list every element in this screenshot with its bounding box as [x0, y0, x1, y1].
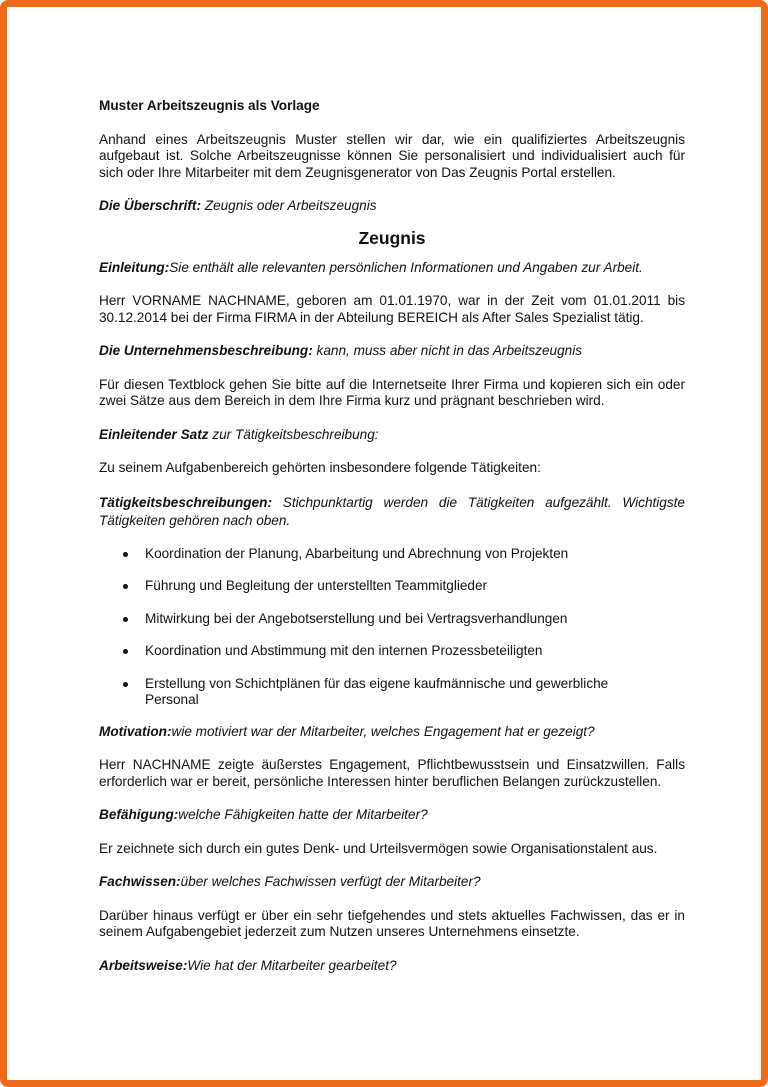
fachwissen-body: Darüber hinaus verfügt er über ein sehr tiefgehendes und stets aktuelles Fachwissen, das er in seinem Aufgabengebiet jederzeit zum Nutzen unseres Unternehmens einsetzte. [99, 907, 685, 939]
unternehmen-label: Die Unternehmensbeschreibung: [99, 343, 313, 358]
list-item-text: Mitwirkung bei der Angebotserstellung und bei Vertragsverhandlungen [145, 610, 568, 626]
einleitender-satz-text: zur Tätigkeitsbeschreibung: [208, 426, 379, 442]
ueberschrift-line [99, 198, 685, 215]
list-item-text: Erstellung von Schichtplänen für das eigene kaufmännische und gewerbliche Personal [145, 675, 609, 707]
taetigkeiten-label: Tätigkeitsbeschreibungen: [99, 494, 272, 510]
list-item-text: Koordination der Planung, Abarbeitung und Abrechnung von Projekten [145, 545, 569, 561]
intro-paragraph: Anhand eines Arbeitszeugnis Muster stellen wir dar, wie ein qualifiziertes Arbeitszeugnis aufgebaut ist. Solche Arbeitszeugnisse können Sie personalisiert und individualisiert auch für sich oder Ihre Mitarbeiter mit dem Zeugnisgenerator von Das Zeugnis Portal erstellen. [99, 131, 685, 180]
unternehmen-body: Für diesen Textblock gehen Sie bitte auf die Internetseite Ihrer Firma und kopieren sich ein oder zwei Sätze aus dem Bereich in dem Ihre Firma kurz und prägnant beschrieben wird. [99, 376, 685, 408]
unternehmen-line [99, 343, 685, 360]
list-item [99, 676, 685, 709]
bullet-icon [123, 617, 128, 622]
motivation-label: Motivation: [99, 723, 172, 739]
zeugnis-heading: Zeugnis [358, 227, 426, 248]
befaehigung-line [99, 807, 685, 824]
arbeitsweise-label: Arbeitsweise: [99, 957, 188, 973]
fachwissen-label: Fachwissen: [99, 874, 181, 889]
einleitender-satz-label: Einleitender Satz [99, 426, 209, 442]
ueberschrift-text: Zeugnis oder Arbeitszeugnis [200, 198, 377, 213]
bullet-icon [123, 552, 128, 557]
befaehigung-label: Befähigung: [99, 807, 179, 822]
list-item [99, 546, 685, 563]
ueberschrift-label: Die Überschrift: [99, 198, 201, 213]
einleitung-text: Sie enthält alle relevanten persönlichen Informationen und Angaben zur Arbeit. [169, 259, 643, 275]
list-item [99, 578, 685, 595]
bullet-icon [123, 682, 128, 687]
einleitung-body: Herr VORNAME NACHNAME, geboren am 01.01.1970, war in der Zeit vom 01.01.2011 bis 30.12.2014 bei der Firma FIRMA in der Abteilung BEREICH als After Sales Spezialist tätig. [99, 293, 685, 325]
taetigkeiten-text: Stichpunktartig werden die Tätigkeiten aufgezählt. Wichtigste Tätigkeiten gehören nach oben. [99, 494, 685, 528]
motivation-text: wie motiviert war der Mitarbeiter, welches Engagement hat er gezeigt? [171, 723, 595, 739]
unternehmen-text: kann, muss aber nicht in das Arbeitszeugnis [312, 343, 583, 358]
befaehigung-text: welche Fähigkeiten hatte der Mitarbeiter? [178, 807, 428, 822]
fachwissen-line [99, 874, 685, 891]
list-item-text: Koordination und Abstimmung mit den internen Prozessbeteiligten [145, 643, 543, 658]
befaehigung-body: Er zeichnete sich durch ein gutes Denk- und Urteilsvermögen sowie Organisationstalent aus. [99, 840, 658, 856]
einleitender-body: Zu seinem Aufgabenbereich gehörten insbesondere folgende Tätigkeiten: [99, 460, 541, 475]
einleitender-satz-line [99, 427, 685, 444]
fachwissen-text: über welches Fachwissen verfügt der Mitarbeiter? [180, 874, 481, 889]
list-item [99, 643, 685, 660]
motivation-line [99, 724, 685, 741]
list-item [99, 611, 685, 628]
list-item-text: Führung und Begleitung der unterstellten Teammitglieder [145, 578, 488, 593]
einleitung-label: Einleitung: [99, 259, 170, 275]
arbeitsweise-text: Wie hat der Mitarbeiter gearbeitet? [187, 957, 397, 973]
taetigkeiten-line [99, 494, 685, 530]
document-title: Muster Arbeitszeugnis als Vorlage [99, 98, 320, 113]
bullet-icon [123, 649, 128, 654]
arbeitsweise-line [99, 958, 685, 975]
einleitung-line [99, 260, 685, 277]
document-body [99, 95, 685, 974]
bullet-icon [123, 584, 128, 589]
taetigkeiten-list [99, 546, 685, 709]
motivation-body: Herr NACHNAME zeigte äußerstes Engagement, Pflichtbewusstsein und Einsatzwillen. Falls erforderlich war er bereit, persönliche Interessen hinter beruflichen Belangen zurückzustellen. [99, 757, 685, 789]
